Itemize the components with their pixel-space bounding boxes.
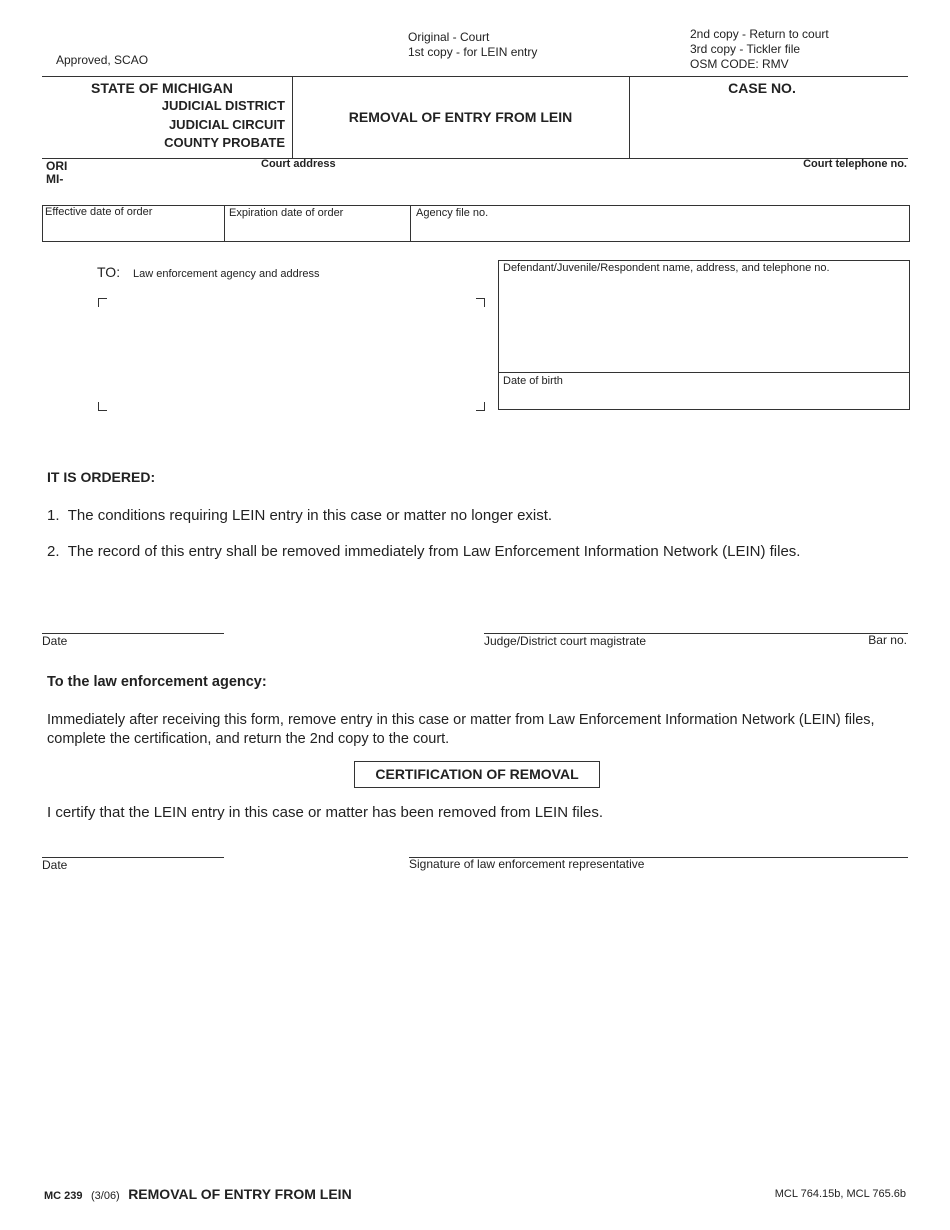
copy-line: 1st copy - for LEIN entry — [408, 45, 538, 59]
ori-label: ORI — [46, 159, 68, 173]
order-item-text: The conditions requiring LEIN entry in this case or matter no longer exist. — [67, 507, 553, 524]
dob-label: Date of birth — [503, 375, 563, 387]
form-title: REMOVAL OF ENTRY FROM LEIN — [348, 109, 573, 125]
case-no-label: CASE NO. — [728, 80, 796, 96]
certification-title: CERTIFICATION OF REMOVAL — [354, 761, 600, 788]
form-revision: (3/06) — [90, 1190, 120, 1202]
court-phone-label: Court telephone no. — [803, 158, 907, 170]
footer-title: REMOVAL OF ENTRY FROM LEIN — [128, 1186, 352, 1202]
defendant-label: Defendant/Juvenile/Respondent name, address, and telephone no. — [503, 262, 830, 274]
order-item-number: 2. — [47, 543, 60, 560]
court-address-label: Court address — [261, 158, 336, 170]
address-corner-br — [476, 402, 485, 411]
case-no-field[interactable] — [640, 100, 900, 150]
order-date-line — [42, 633, 224, 634]
agency-instructions — [47, 711, 875, 749]
defendant-box — [498, 260, 910, 410]
agency-heading: To the law enforcement agency: — [47, 674, 267, 690]
form-number: MC 239 — [44, 1190, 83, 1202]
expiration-date-label: Expiration date of order — [229, 207, 344, 219]
header-divider-top — [42, 76, 908, 77]
order-date-label: Date — [42, 634, 68, 648]
order-item-1 — [47, 507, 552, 524]
copy-line: 3rd copy - Tickler file — [690, 42, 801, 56]
order-item-number: 1. — [47, 507, 60, 524]
judge-label: Judge/District court magistrate — [484, 634, 647, 648]
copy-distribution-left — [408, 30, 537, 60]
agency-address-label: Law enforcement agency and address — [133, 268, 320, 280]
dates-divider-1 — [224, 205, 225, 242]
bar-no-label: Bar no. — [868, 633, 907, 647]
address-corner-bl — [98, 402, 107, 411]
cert-date-label: Date — [42, 858, 68, 872]
footer-statutes: MCL 764.15b, MCL 765.6b — [774, 1188, 906, 1200]
court-type-district: JUDICIAL DISTRICT — [161, 98, 285, 113]
agency-file-label: Agency file no. — [416, 207, 489, 219]
copy-distribution-right — [690, 27, 829, 72]
address-corner-tr — [476, 298, 485, 307]
effective-date-label: Effective date of order — [45, 206, 153, 218]
officer-signature-label: Signature of law enforcement representative — [409, 857, 645, 871]
instructions-line: complete the certification, and return the 2nd copy to the court. — [47, 731, 450, 747]
defendant-divider — [498, 372, 910, 373]
copy-line: Original - Court — [408, 30, 490, 44]
court-type-list — [42, 97, 285, 153]
to-label: TO: — [97, 264, 121, 280]
order-heading: IT IS ORDERED: — [47, 469, 156, 485]
instructions-line: Immediately after receiving this form, remove entry in this case or matter from Law Enforcement Information Network (LEIN) files, — [47, 712, 875, 728]
address-corner-tl — [98, 298, 107, 307]
order-item-2 — [47, 543, 800, 560]
ori-prefix: MI- — [46, 172, 64, 186]
order-item-text: The record of this entry shall be removed immediately from Law Enforcement Information Network (LEIN) files. — [67, 543, 801, 560]
state-name: STATE OF MICHIGAN — [91, 80, 233, 96]
osm-code: OSM CODE: RMV — [690, 57, 789, 71]
certification-statement: I certify that the LEIN entry in this case or matter has been removed from LEIN files. — [47, 804, 604, 821]
copy-line: 2nd copy - Return to court — [690, 27, 829, 41]
ori-block — [46, 160, 67, 186]
footer-form-id — [44, 1186, 352, 1204]
court-type-probate: COUNTY PROBATE — [164, 135, 285, 150]
cert-date-line — [42, 857, 224, 858]
dates-divider-2 — [410, 205, 411, 242]
approved-text: Approved, SCAO — [56, 53, 149, 67]
court-type-circuit: JUDICIAL CIRCUIT — [168, 116, 285, 132]
